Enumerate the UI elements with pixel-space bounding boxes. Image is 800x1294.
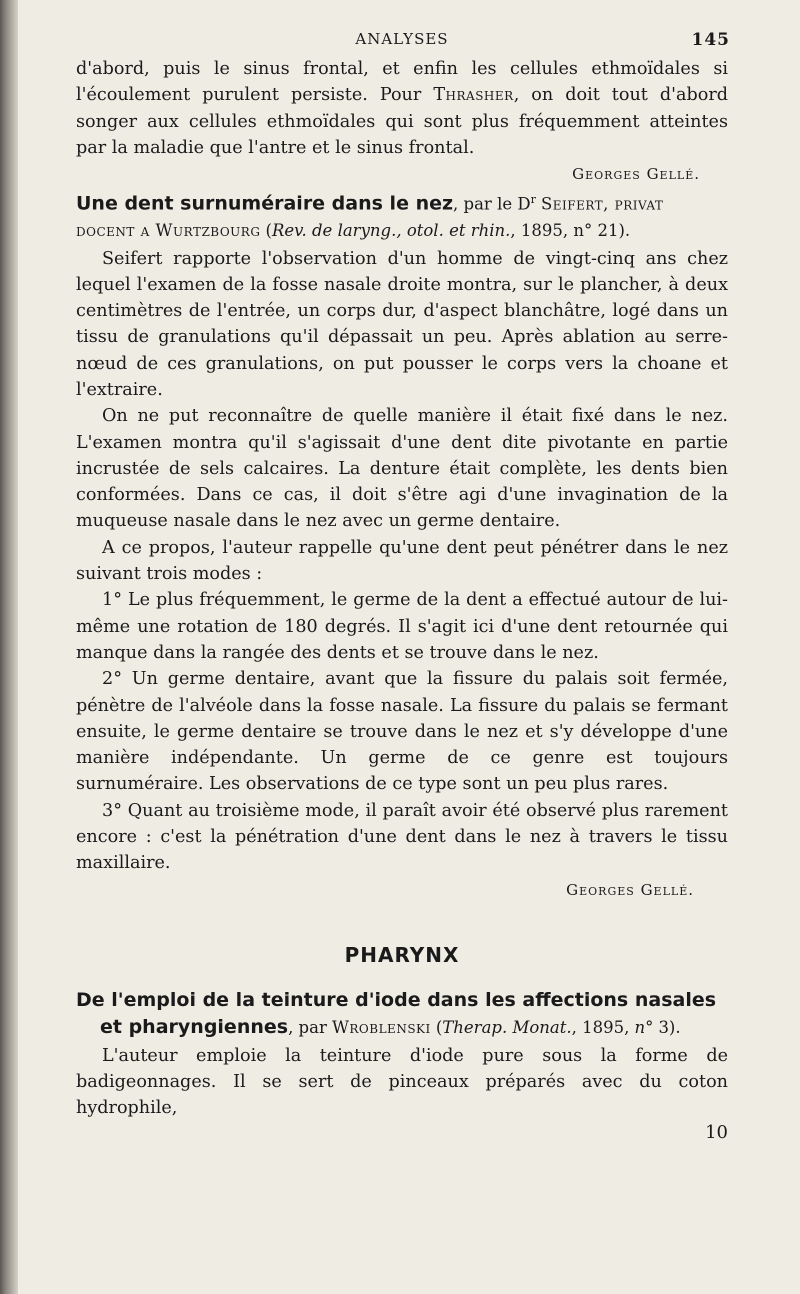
article-author: Seifert, privat docent a Wurtzbourg — [76, 194, 664, 240]
article-heading: Une dent surnuméraire dans le nez, par le $D^r$ Seifert, privat docent a Wurtzbourg (Rev. de laryng., otol. et rhin., 1895, n° 21). — [76, 192, 664, 240]
article-author: Wroblenski — [331, 1017, 431, 1037]
section-heading: PHARYNX — [344, 942, 460, 967]
signature: Georges Gellé. — [566, 880, 694, 899]
article-paragraph: A ce propos, l'auteur rappelle qu'une dent peut pénétrer dans le nez suivant trois modes : — [76, 537, 728, 585]
list-item: 3° Quant au troisième mode, il paraît avoir été observé plus rarement encore : c'est la pénétration d'une dent dans le nez à travers le tissu maxillaire. — [76, 800, 728, 874]
list-item: 2° Un germe dentaire, avant que la fissure du palais soit fermée, pénètre de l'alvéole dans la fosse nasale. La fissure du palais se fermant ensuite, le germe dentaire se trouve dans le nez et s'y développe d'une manière indépendante. Un germe de ce genre est toujours surnuméraire. Les observations de ce type sont un peu plus rares. — [76, 669, 728, 795]
signature: Georges Gellé. — [572, 165, 700, 184]
article-heading: De l'emploi de la teinture d'iode dans les affections nasales et pharyngiennes, par Wroblenski (Therap. Monat., 1895, n° 3). — [76, 988, 717, 1038]
journal-reference: Therap. Monat. — [442, 1017, 572, 1037]
article-paragraph: On ne put reconnaître de quelle manière il était fixé dans le nez. L'examen montra qu'il s'agissait d'une dent dite pivotante en partie incrustée de sels calcaires. La denture était complète, les dents bien conformées. Dans ce cas, il doit s'être agi d'une invagination de la muqueuse nasale dans le nez avec un germe dentaire. — [76, 406, 728, 532]
signature-number: 10 — [705, 1121, 728, 1143]
article-paragraph: Seifert rapporte l'observation d'un homme de vingt-cinq ans chez lequel l'examen de la fosse nasale droite montra, sur le plancher, à deux centimètres de l'entrée, un corps dur, d'aspect blanchâtre, logé dans un tissu de granulations qu'il dépassait un peu. Après ablation au serre-nœud de ces granulations, on put pousser le corps vers la choane et l'extraire. — [76, 248, 728, 400]
footer — [76, 1122, 728, 1148]
cited-name-thrasher: Thrasher — [433, 85, 514, 106]
paragraph-continuation: d'abord, puis le sinus frontal, et enfin les cellules ethmoïdales si l'écoulement purulent persiste. Pour Thrasher, on doit tout d'abord songer aux cellules ethmoïdales qui sont plus fréquemment atteintes par la maladie que l'antre et le sinus frontal. — [76, 59, 728, 158]
article-paragraph: L'auteur emploie la teinture d'iode pure sous la forme de badigeonnages. Il se sert de pinceaux préparés avec du coton hydrophile, — [76, 1045, 728, 1119]
list-item: 1° Le plus fréquemment, le germe de la dent a effectué autour de lui-même une rotation de 180 degrés. Il s'agit ici d'une dent retournée qui manque dans la rangée des dents et se trouve dans le nez. — [76, 590, 728, 663]
article-title: Une dent surnuméraire dans le nez — [76, 192, 454, 215]
page-number: 145 — [691, 30, 730, 50]
journal-reference: Rev. de laryng., otol. et rhin. — [271, 220, 511, 240]
running-title: ANALYSES — [355, 30, 449, 48]
book-page — [76, 30, 728, 1148]
article-title: De l'emploi de la teinture d'iode dans les affections nasales et pharyngiennes — [76, 988, 717, 1038]
page-binding-shadow — [0, 0, 18, 1294]
running-head — [76, 30, 728, 56]
